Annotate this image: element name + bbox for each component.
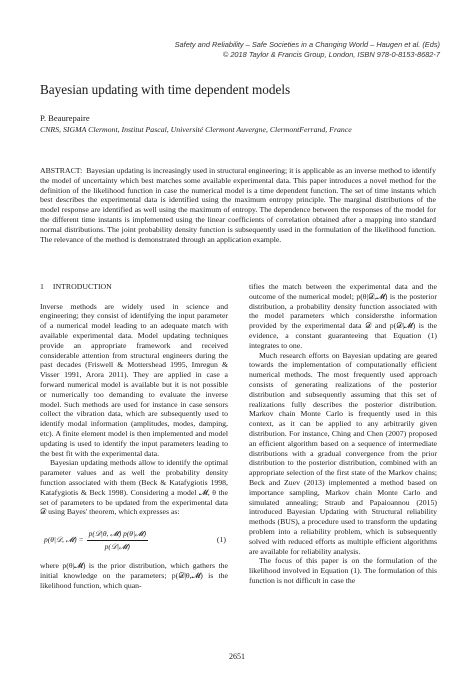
section-number: 1 xyxy=(40,282,44,291)
right-paragraph-2: Much research efforts on Bayesian updating are geared towards the implementation of computationally efficient numerical methods. The most frequently used approach consists of generating realizations of the posterior distribution and subsequently assuming that this set of realizations fully describes the posterior distribution. Markov chain Monte Carlo is frequently used in this context, as it can be applied to any arbitrarily given distribution. For instance, Ching and Chen (2007) proposed an efficient algorithm based on a sequence of intermediate distributions with a gradual convergence from the prior distribution to the posterior distribution, combined with an appropriate selection of the first state of the Markov chains; Beck and Zuev (2013) implemented a method based on importance sampling, Markov chain Monte Carlo and simulated annealing; Straub and Papaioannou (2015) introduced Bayesian Updating with Structural reliability methods (BUS), a procedure used to transform the updating problem into a reliability problem, which is subsequently solved with reduced efforts as multiple efficient algorithms are available for reliability analysis. xyxy=(249,350,437,556)
header-line-1: Safety and Reliability – Safe Societies in a Changing World – Haugen et al. (Eds) xyxy=(174,40,440,49)
left-paragraph-3: where p(θ|𝓜) is the prior distribution, which gathers the initial knowledge on the parameters; p(𝒟|θ,𝓜) is the likelihood function, which quan- xyxy=(40,561,228,590)
author-name: P. Beaurepaire xyxy=(40,113,90,123)
running-header xyxy=(175,40,440,60)
section-title: INTRODUCTION xyxy=(52,282,112,291)
section-heading xyxy=(40,282,228,292)
page-number: 2651 xyxy=(229,652,245,661)
left-paragraph-1: Inverse methods are widely used in science and engineering; they consist of identifying the input parameter of a numerical model leading to an adequate match with available experimental data. Model updating techniques provide an appropriate framework and received considerable attention from structural engineers during the past decades (Friswell & Mottershead 1995, Imregun & Visser 1991, Arora 2011). They are applied in case a forward numerical model is available but it is not possible or numerically too demanding to evaluate the inverse model. Such methods are used for instance in case sensors collect the vibration data, which are subsequently used to identify modal information (amplitudes, modes, damping, etc). A finite element model is then implemented and model updating is used to identify the input parameters leading to the best fit with the experimental data. xyxy=(40,301,228,458)
paper-title: Bayesian updating with time dependent models xyxy=(40,82,291,97)
right-paragraph-3: The focus of this paper is on the formulation of the likelihood involved in Equation (1). The formulation of this function is not difficult in case the xyxy=(249,556,437,585)
equation-number: (1) xyxy=(216,535,226,545)
left-column xyxy=(40,282,228,591)
right-column xyxy=(249,282,437,586)
author-affiliation: CNRS, SIGMA Clermont, Institut Pascal, Université Clermont Auvergne, ClermontFerrand, France xyxy=(40,125,352,134)
equation-lhs: p(θ|𝒟, 𝓜) = xyxy=(44,535,84,545)
header-line-2: © 2018 Taylor & Francis Group, London, ISBN 978-0-8153-8682-7 xyxy=(222,50,440,59)
abstract xyxy=(40,166,436,244)
right-paragraph-1: tifies the match between the experimental data and the outcome of the numerical model; p(θ|𝒟,𝓜) is the posterior distribution, a probability density function associated with the model parameters which considersthe information provided by the experimental data 𝒟 and p(𝒟|𝓜) is the evidence, a constant guaranteeing that Equation (1) integrates to one. xyxy=(249,282,437,350)
equation-numerator: p(𝒟|θ, 𝓜) p(θ|𝓜) xyxy=(87,529,148,541)
abstract-label: ABSTRACT: xyxy=(40,166,83,175)
equation-denominator: p(𝒟|𝓜) xyxy=(104,541,130,551)
equation-1 xyxy=(40,523,228,557)
equation-body xyxy=(40,529,148,552)
abstract-text: Bayesian updating is increasingly used in structural engineering; it is applicable as an inverse method to identify the model of uncertainty which best matches some available experimental data. This paper introduces a novel method for the definition of the likelihood function in case the numerical model is a time dependent function. The set of time instants which best describes the experimental data is identified using the maximum entropy principle. The marginal distributions of the model response are identified as well using the maximum of entropy. The dependence between the responses of the model for the different time instants is implemented using the linear coefficients of correlation obtained after a mapping into standard normal distributions. The joint probability density function is subsequently used in the formulation of the likelihood function. The relevance of the method is demonstrated through an application example. xyxy=(40,166,436,244)
equation-fraction xyxy=(87,529,148,552)
left-paragraph-2: Bayesian updating methods allow to identify the optimal parameter values and as well the probability density function associated with them (Beck & Katafygiotis 1998, Katafygiotis & Beck 1998). Considering a model 𝓜, θ the set of parameters to be updated from the experimental data 𝒟 using Bayes' theorem, which expresses as: xyxy=(40,458,228,517)
